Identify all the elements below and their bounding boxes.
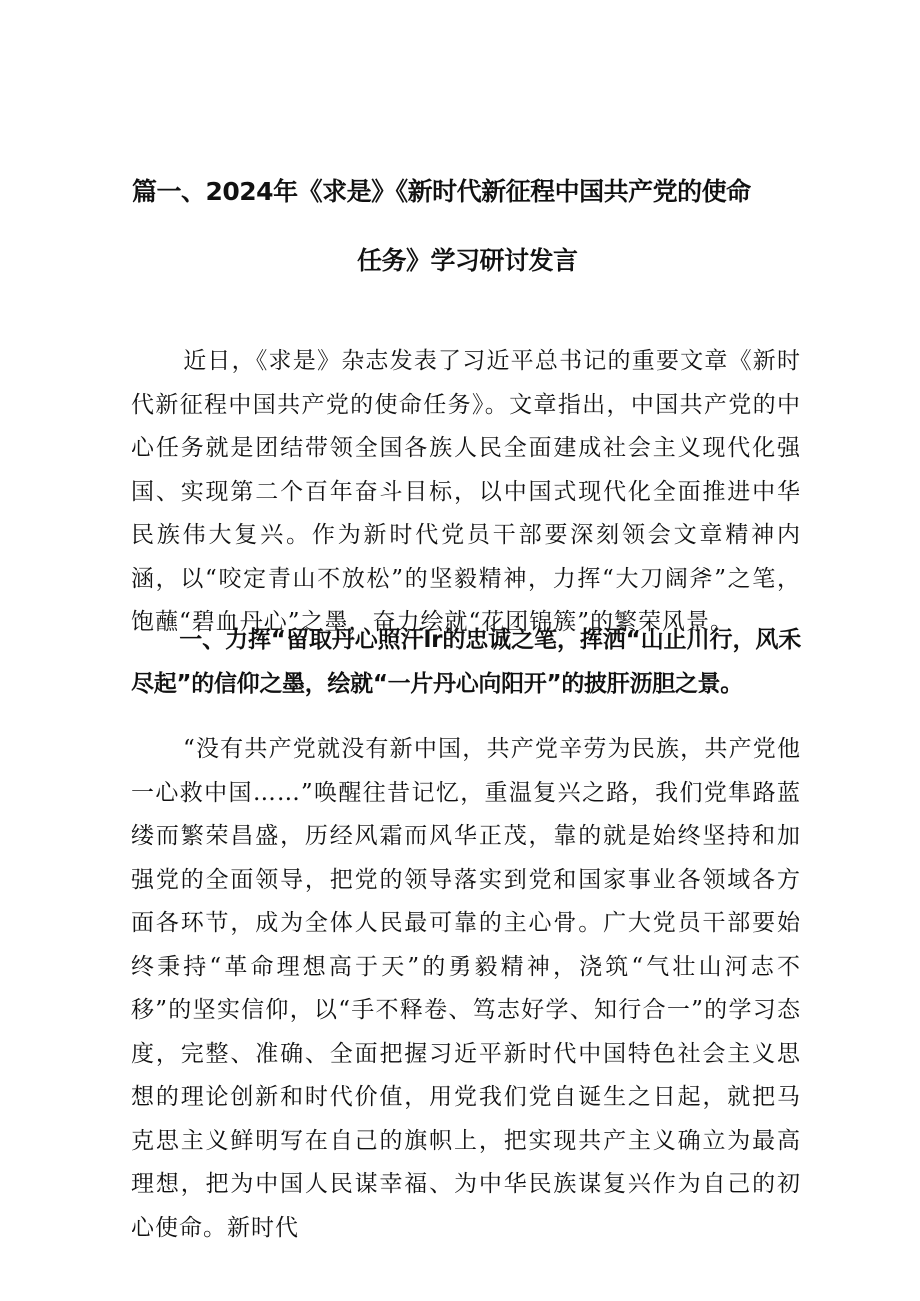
section-heading-1 bbox=[131, 618, 801, 706]
document-title-line-1: 篇一、2024年《求是》《新时代新征程中国共产党的使命 bbox=[132, 177, 751, 206]
intro-paragraph bbox=[131, 340, 801, 645]
intro-paragraph-text: 近日，《求是》杂志发表了习近平总书记的重要文章《新时代新征程中国共产党的使命任务》。文章指出，中国共产党的中心任务就是团结带领全国各族人民全面建成社会主义现代化强国、实现第二个百年奋斗目标，以中国式现代化全面推进中华民族伟大复兴。作为新时代党员干部要深刻领会文章精神内涵，以“咬定青山不放松”的坚毅精神，力挥“大刀阔斧”之笔，饱蘸“碧血丹心”之墨，奋力绘就“花团锦簇”的繁荣风景。 bbox=[131, 348, 801, 635]
document-title-line-2: 任务》学习研讨发言 bbox=[357, 246, 578, 275]
section-heading-1-text: 一、力挥“留取丹心照汗lr的忠诚之笔，挥洒“山止川行，风禾尽起”的信仰之墨，绘就“一片丹心向阳开”的披肝沥胆之景。 bbox=[131, 627, 801, 697]
section-1-paragraph bbox=[131, 728, 801, 1250]
section-1-paragraph-text: “没有共产党就没有新中国，共产党辛劳为民族，共产党他一心救中国……”唤醒往昔记忆，重温复兴之路，我们党隼路蓝缕而繁荣昌盛，历经风霜而风华正茂，靠的就是始终坚持和加强党的全面领导，把党的领导落实到党和国家事业各领域各方面各环节，成为全体人民最可靠的主心骨。广大党员干部要始终秉持“革命理想高于天”的勇毅精神，浇筑“气壮山河志不移”的坚实信仰，以“手不释卷、笃志好学、知行合一”的学习态度，完整、准确、全面把握习近平新时代中国特色社会主义思想的理论创新和时代价值，用党我们党自诞生之日起，就把马克思主义鲜明写在自己的旗帜上，把实现共产主义确立为最高理想，把为中国人民谋幸福、为中华民族谋复兴作为自己的初心使命。新时代 bbox=[131, 736, 801, 1241]
